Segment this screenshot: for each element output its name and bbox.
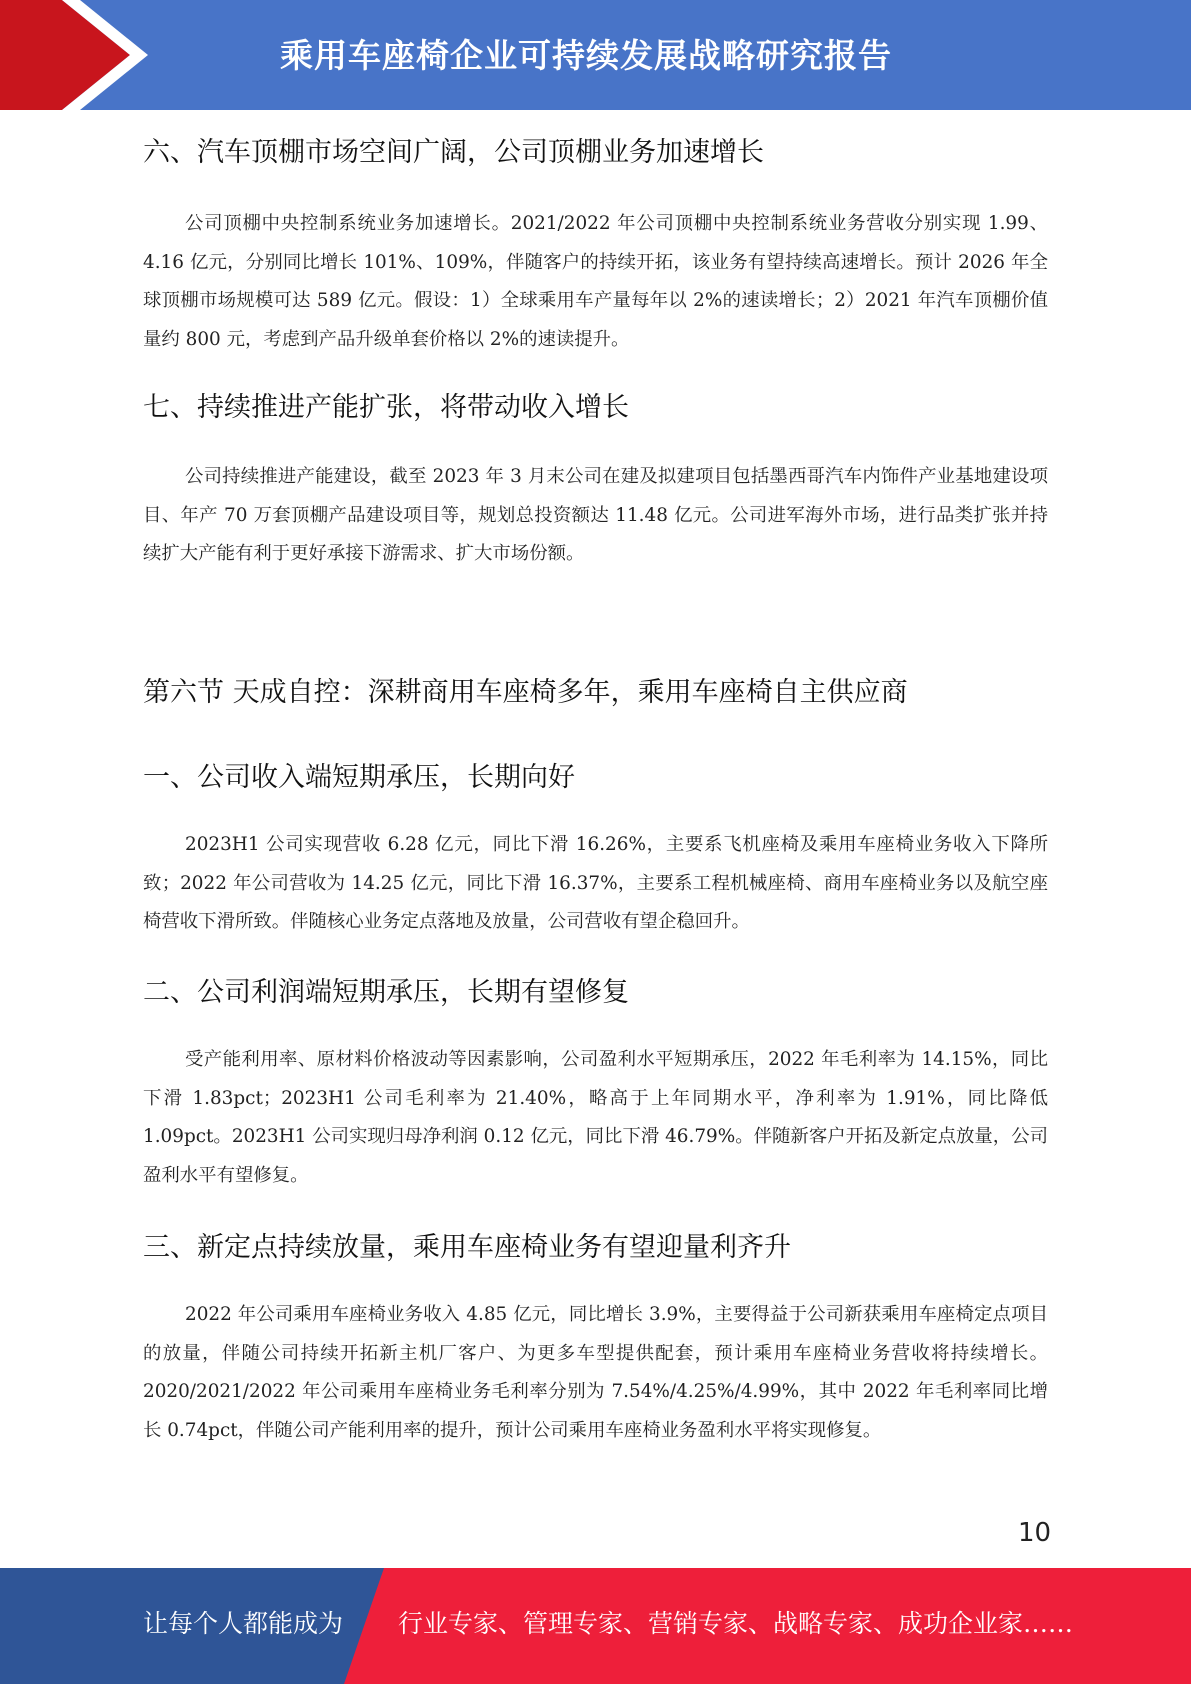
- header-chevron-icon: [0, 0, 160, 110]
- report-title: 乘用车座椅企业可持续发展战略研究报告: [280, 36, 892, 75]
- body-paragraph: 2023H1 公司实现营收 6.28 亿元，同比下滑 16.26%，主要系飞机座椅及乘用车座椅业务收入下降所致；2022 年公司营收为 14.25 亿元，同比下滑 16.37%，主要系工程机械座椅、商用车座椅业务以及航空座椅营收下滑所致。伴随核心业务定点落地及放量，公司营收有望企稳回升。: [143, 834, 1048, 932]
- body-paragraph: 受产能利用率、原材料价格波动等因素影响，公司盈利水平短期承压，2022 年毛利率为 14.15%，同比下滑 1.83pct；2023H1 公司毛利率为 21.40%，略高于上年同期水平，净利率为 1.91%，同比降低 1.09pct。2023H1 公司实现归母净利润 0.12 亿元，同比下滑 46.79%。伴随新客户开拓及新定点放量，公司盈利水平有望修复。: [143, 1049, 1048, 1186]
- page-header: [0, 0, 1191, 110]
- section-heading: 二、公司利润端短期承压，长期有望修复: [143, 977, 629, 1008]
- footer-slogan-right: 行业专家、管理专家、营销专家、战略专家、成功企业家……: [398, 1609, 1074, 1638]
- section-heading: 六、汽车顶棚市场空间广阔，公司顶棚业务加速增长: [143, 137, 764, 168]
- section-heading: 七、持续推进产能扩张，将带动收入增长: [143, 392, 629, 423]
- chapter-heading: 第六节 天成自控：深耕商用车座椅多年，乘用车座椅自主供应商: [143, 677, 908, 708]
- body-paragraph: 2022 年公司乘用车座椅业务收入 4.85 亿元，同比增长 3.9%，主要得益于公司新获乘用车座椅定点项目的放量，伴随公司持续开拓新主机厂客户、为更多车型提供配套，预计乘用车座椅业务营收将持续增长。 2020/2021/2022 年公司乘用车座椅业务毛利率分别为 7.54%/4.25%/4.99%，其中 2022 年毛利率同比增长 0.74pct，伴随公司产能利用率的提升，预计公司乘用车座椅业务盈利水平将实现修复。: [143, 1304, 1048, 1441]
- section-heading: 三、新定点持续放量，乘用车座椅业务有望迎量利齐升: [143, 1232, 791, 1263]
- section-heading: 一、公司收入端短期承压，长期向好: [143, 762, 575, 793]
- page-number: 10: [1018, 1518, 1052, 1548]
- body-paragraph: 公司持续推进产能建设，截至 2023 年 3 月末公司在建及拟建项目包括墨西哥汽车内饰件产业基地建设项目、年产 70 万套顶棚产品建设项目等，规划总投资额达 11.48 亿元。公司进军海外市场，进行品类扩张并持续扩大产能有利于更好承接下游需求、扩大市场份额。: [143, 466, 1048, 564]
- body-paragraph: 公司顶棚中央控制系统业务加速增长。2021/2022 年公司顶棚中央控制系统业务营收分别实现 1.99、4.16 亿元，分别同比增长 101%、109%，伴随客户的持续开拓，该业务有望持续高速增长。预计 2026 年全球顶棚市场规模可达 589 亿元。假设：1）全球乘用车产量每年以 2%的速读增长；2）2021 年汽车顶棚价值量约 800 元，考虑到产品升级单套价格以 2%的速读提升。: [143, 213, 1048, 350]
- page-footer: [0, 1568, 1191, 1684]
- footer-slogan-left: 让每个人都能成为: [143, 1609, 344, 1638]
